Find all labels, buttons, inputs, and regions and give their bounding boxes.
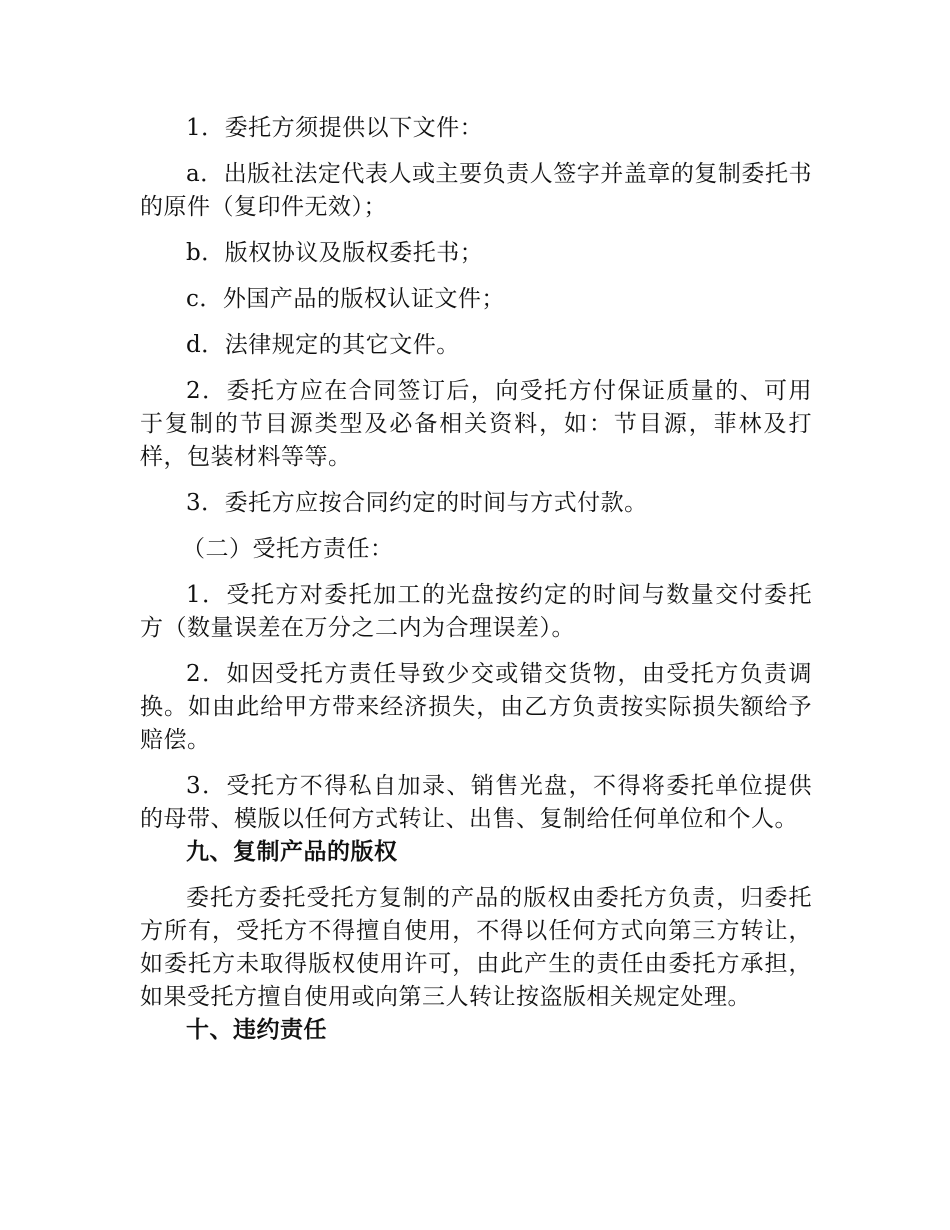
paragraph-contractor-delivery: 1．受托方对委托加工的光盘按约定的时间与数量交付委托方（数量误差在万分之二内为合理误差）。: [140, 582, 812, 641]
paragraph-item-b: b．版权协议及版权委托书；: [186, 240, 484, 266]
paragraph-contractor-restrictions: 3．受托方不得私自加录、销售光盘，不得将委托单位提供的母带、模版以任何方式转让、出售、复制给任何单位和个人。: [140, 773, 812, 832]
paragraph-item-c: c．外国产品的版权认证文件；: [186, 286, 505, 312]
paragraph-item-a: a．出版社法定代表人或主要负责人签字并盖章的复制委托书的原件（复印件无效）；: [140, 161, 812, 220]
paragraph-client-materials: 2．委托方应在合同签订后，向受托方付保证质量的、可用于复制的节目源类型及必备相关资料，如：节目源，菲林及打样，包装材料等等。: [140, 378, 812, 470]
section-nine-heading: 九、复制产品的版权: [186, 839, 398, 865]
section-nine-body: 委托方委托受托方复制的产品的版权由委托方负责，归委托方所有，受托方不得擅自使用，不得以任何方式向第三方转让，如委托方未取得版权使用许可，由此产生的责任由委托方承担，如果受托方擅自使用或向第三人转让按盗版相关规定处理。: [140, 885, 812, 1010]
document-page: [140, 112, 812, 1047]
paragraph-item-d: d．法律规定的其它文件。: [186, 332, 460, 358]
section-ten-heading: 十、违约责任: [186, 1017, 327, 1043]
paragraph-client-payment: 3．委托方应按合同约定的时间与方式付款。: [186, 490, 648, 516]
paragraph-contractor-exchange: 2．如因受托方责任导致少交或错交货物，由受托方负责调换。如由此给甲方带来经济损失，由乙方负责按实际损失额给予赔偿。: [140, 661, 812, 753]
paragraph-client-documents: 1．委托方须提供以下文件：: [186, 115, 484, 141]
subheading-contractor-duties: （二）受托方责任：: [182, 536, 394, 562]
